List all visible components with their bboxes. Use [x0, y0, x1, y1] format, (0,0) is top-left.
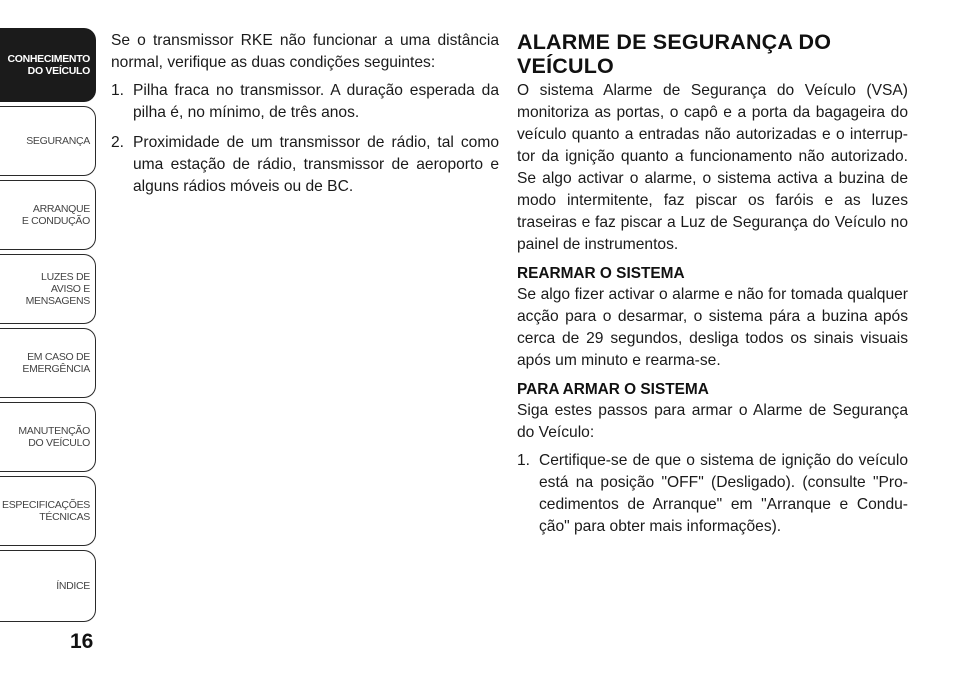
tab-manutencao-do-veiculo[interactable]: MANUTENÇÃO DO VEÍCULO [0, 402, 96, 472]
chapter-tabs [0, 0, 98, 630]
vsa-intro-paragraph: O sistema Alarme de Segurança do Veículo (VSA) monitoriza as portas, o capô e a porta da bagageira do veículo quanto a entradas não autorizadas e o interrup-tor da ignição quanto a funcionamento não autorizado. Se algo activar o alarme, o sistema activa a buzina de modo intermitente, faz piscar os faróis e as luzes traseiras e faz piscar a Luz de Segurança do Veículo no painel de instrumentos. [517, 82, 908, 253]
tab-luzes-de-aviso[interactable]: LUZES DE AVISO E MENSAGENS [0, 254, 96, 324]
tab-especificacoes-tecnicas[interactable]: ESPECIFICAÇÕES TÉCNICAS [0, 476, 96, 546]
arm-paragraph: Siga estes passos para armar o Alarme de Segurança do Veículo: [517, 402, 908, 441]
list-item-number: 1. [111, 82, 125, 99]
condition-list [111, 80, 499, 198]
tab-em-caso-de-emergencia[interactable]: EM CASO DE EMERGÊNCIA [0, 328, 96, 398]
tab-arranque-e-conducao[interactable]: ARRANQUE E CONDUÇÃO [0, 180, 96, 250]
tab-conhecimento-do-veiculo[interactable]: CONHECIMENTO DO VEÍCULO [0, 28, 96, 102]
page-number: 16 [70, 630, 94, 653]
tab-seguranca[interactable]: SEGURANÇA [0, 106, 96, 176]
left-intro-paragraph: Se o transmissor RKE não funcionar a uma distância normal, verifique as duas condições seguintes: [111, 32, 499, 71]
list-item-text: Pilha fraca no transmissor. A duração esperada da pilha é, no mínimo, de três anos. [133, 82, 499, 121]
right-column [517, 30, 908, 546]
rearm-heading: REARMAR O SISTEMA [517, 265, 685, 282]
list-item [111, 80, 499, 124]
list-item-text: Certifique-se de que o sistema de ignição do veículo está na posição "OFF" (Desligado). (consulte "Pro-cedimentos de Arranque" em "Arranque e Condu-ção" para obter mais informações). [539, 452, 908, 535]
section-heading: ALARME DE SEGURANÇA DO VEÍCULO [517, 30, 832, 78]
list-item-text: Proximidade de um transmissor de rádio, tal como uma estação de rádio, transmissor de aeroporto e alguns rádios móveis ou de BC. [133, 134, 499, 195]
rearm-paragraph: Se algo fizer activar o alarme e não for tomada qualquer acção para o desarmar, o sistema pára a buzina após cerca de 29 segundos, desliga todos os sinais visuais após um minuto e rearma-se. [517, 286, 908, 369]
arm-heading: PARA ARMAR O SISTEMA [517, 381, 709, 398]
left-column [111, 30, 499, 206]
list-item [517, 450, 908, 538]
list-item-number: 1. [517, 452, 531, 469]
list-item-number: 2. [111, 134, 125, 151]
arm-steps-list [517, 450, 908, 538]
list-item [111, 132, 499, 198]
tab-indice[interactable]: ÍNDICE [0, 550, 96, 622]
